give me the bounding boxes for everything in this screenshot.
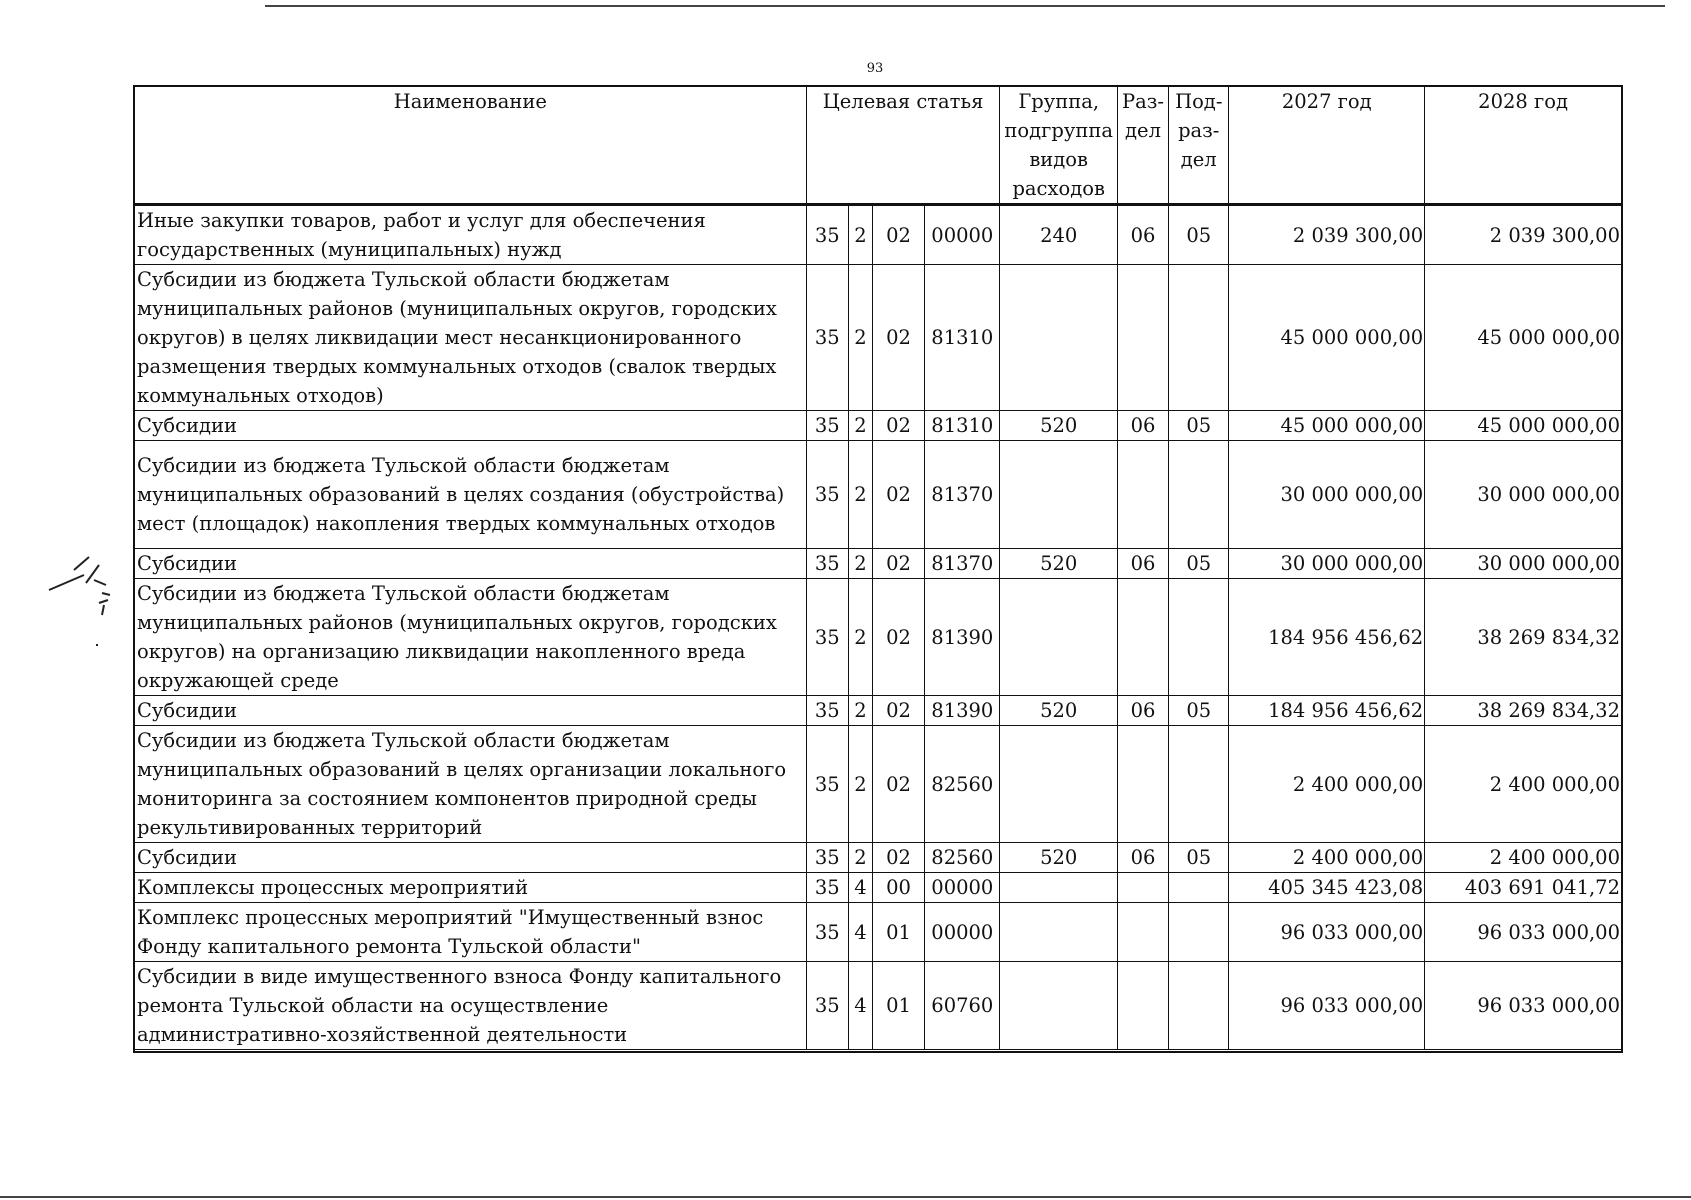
cell-amount-2028: 2 400 000,00 [1425, 843, 1622, 873]
cell-target-program: 35 [806, 205, 848, 265]
cell-target-type: 2 [848, 726, 872, 843]
header-subsection: Под- раз- дел [1169, 87, 1229, 205]
cell-section [1117, 726, 1168, 843]
header-year-2028: 2028 год [1425, 87, 1622, 205]
cell-target-subprogram: 02 [872, 843, 924, 873]
cell-amount-2027: 184 956 456,62 [1229, 579, 1425, 696]
cell-expense-group: 520 [1000, 843, 1117, 873]
cell-expense-group [1000, 962, 1117, 1050]
header-name: Наименование [135, 87, 807, 205]
cell-subsection: 05 [1169, 696, 1229, 726]
cell-amount-2028: 96 033 000,00 [1425, 903, 1622, 962]
cell-subsection [1169, 903, 1229, 962]
page-number: 93 [866, 61, 884, 76]
cell-target-program: 35 [806, 843, 848, 873]
cell-section [1117, 441, 1168, 549]
cell-amount-2028: 403 691 041,72 [1425, 873, 1622, 903]
cell-section [1117, 903, 1168, 962]
cell-section: 06 [1117, 843, 1168, 873]
table-row [135, 411, 1622, 441]
cell-amount-2027: 2 039 300,00 [1229, 205, 1425, 265]
cell-section [1117, 873, 1168, 903]
cell-section: 06 [1117, 205, 1168, 265]
budget-table [134, 86, 1622, 1050]
cell-subsection: 05 [1169, 549, 1229, 579]
cell-target-subprogram: 02 [872, 579, 924, 696]
cell-target-direction: 60760 [925, 962, 1000, 1050]
cell-name: Субсидии в виде имущественного взноса Фонду капитального ремонта Тульской области на осуществление административно-хозяйственной деятельности [135, 962, 807, 1050]
table-row [135, 696, 1622, 726]
cell-target-type: 4 [848, 873, 872, 903]
cell-target-program: 35 [806, 696, 848, 726]
cell-name: Субсидии из бюджета Тульской области бюджетам муниципальных образований в целях создания (обустройства) мест (площадок) накопления твердых коммунальных отходов [135, 441, 807, 549]
scan-top-edge-line [265, 5, 1665, 7]
cell-expense-group [1000, 726, 1117, 843]
cell-target-program: 35 [806, 549, 848, 579]
table-row [135, 903, 1622, 962]
cell-target-direction: 81370 [925, 549, 1000, 579]
table-header-row [135, 87, 1622, 205]
cell-amount-2027: 405 345 423,08 [1229, 873, 1425, 903]
cell-subsection [1169, 726, 1229, 843]
cell-amount-2027: 96 033 000,00 [1229, 962, 1425, 1050]
table-row [135, 579, 1622, 696]
cell-subsection: 05 [1169, 411, 1229, 441]
cell-section: 06 [1117, 696, 1168, 726]
cell-amount-2028: 96 033 000,00 [1425, 962, 1622, 1050]
cell-subsection [1169, 265, 1229, 411]
cell-target-direction: 81370 [925, 441, 1000, 549]
cell-amount-2027: 45 000 000,00 [1229, 265, 1425, 411]
cell-target-program: 35 [806, 441, 848, 549]
cell-amount-2028: 38 269 834,32 [1425, 579, 1622, 696]
cell-target-subprogram: 01 [872, 903, 924, 962]
cell-expense-group [1000, 265, 1117, 411]
cell-target-program: 35 [806, 411, 848, 441]
cell-amount-2028: 30 000 000,00 [1425, 549, 1622, 579]
header-target-article: Целевая статья [806, 87, 1000, 205]
cell-target-type: 2 [848, 843, 872, 873]
cell-section [1117, 962, 1168, 1050]
cell-name: Субсидии [135, 696, 807, 726]
cell-subsection [1169, 873, 1229, 903]
cell-name: Иные закупки товаров, работ и услуг для обеспечения государственных (муниципальных) нужд [135, 205, 807, 265]
cell-expense-group [1000, 441, 1117, 549]
table-row [135, 265, 1622, 411]
cell-target-direction: 81390 [925, 696, 1000, 726]
scan-bottom-edge-line [0, 1196, 1691, 1198]
cell-target-type: 2 [848, 549, 872, 579]
cell-expense-group: 520 [1000, 696, 1117, 726]
cell-target-subprogram: 01 [872, 962, 924, 1050]
table-row [135, 441, 1622, 549]
cell-expense-group [1000, 903, 1117, 962]
cell-target-direction: 81310 [925, 265, 1000, 411]
cell-expense-group: 520 [1000, 411, 1117, 441]
cell-target-direction: 00000 [925, 873, 1000, 903]
cell-amount-2027: 2 400 000,00 [1229, 726, 1425, 843]
table-row [135, 205, 1622, 265]
cell-target-program: 35 [806, 265, 848, 411]
cell-name: Субсидии [135, 843, 807, 873]
cell-name: Субсидии [135, 411, 807, 441]
cell-section [1117, 579, 1168, 696]
cell-amount-2027: 30 000 000,00 [1229, 549, 1425, 579]
cell-target-direction: 81390 [925, 579, 1000, 696]
table-body [135, 205, 1622, 1050]
cell-amount-2028: 30 000 000,00 [1425, 441, 1622, 549]
cell-target-direction: 81310 [925, 411, 1000, 441]
cell-target-program: 35 [806, 726, 848, 843]
table-row [135, 873, 1622, 903]
cell-target-type: 2 [848, 411, 872, 441]
cell-amount-2028: 2 400 000,00 [1425, 726, 1622, 843]
cell-amount-2027: 96 033 000,00 [1229, 903, 1425, 962]
cell-target-subprogram: 02 [872, 411, 924, 441]
table-row [135, 549, 1622, 579]
cell-amount-2028: 38 269 834,32 [1425, 696, 1622, 726]
cell-amount-2027: 30 000 000,00 [1229, 441, 1425, 549]
header-section: Раз- дел [1117, 87, 1168, 205]
cell-name: Комплексы процессных мероприятий [135, 873, 807, 903]
cell-target-program: 35 [806, 873, 848, 903]
cell-section [1117, 265, 1168, 411]
cell-expense-group [1000, 579, 1117, 696]
cell-name: Субсидии из бюджета Тульской области бюджетам муниципальных районов (муниципальных округов, городских округов) на организацию ликвидации накопленного вреда окружающей среде [135, 579, 807, 696]
cell-target-subprogram: 00 [872, 873, 924, 903]
cell-target-subprogram: 02 [872, 696, 924, 726]
cell-target-subprogram: 02 [872, 549, 924, 579]
cell-amount-2028: 45 000 000,00 [1425, 411, 1622, 441]
cell-subsection [1169, 962, 1229, 1050]
header-year-2027: 2027 год [1229, 87, 1425, 205]
cell-expense-group: 520 [1000, 549, 1117, 579]
cell-expense-group [1000, 873, 1117, 903]
header-expense-group: Группа, подгруппа видов расходов [1000, 87, 1117, 205]
cell-amount-2028: 2 039 300,00 [1425, 205, 1622, 265]
handwritten-margin-mark [44, 545, 124, 655]
cell-target-direction: 00000 [925, 205, 1000, 265]
cell-target-program: 35 [806, 903, 848, 962]
cell-name: Субсидии из бюджета Тульской области бюджетам муниципальных образований в целях организации локального мониторинга за состоянием компонентов природной среды рекультивированных территорий [135, 726, 807, 843]
cell-target-direction: 82560 [925, 843, 1000, 873]
cell-target-subprogram: 02 [872, 205, 924, 265]
cell-name: Комплекс процессных мероприятий "Имущественный взнос Фонду капитального ремонта Тульской области" [135, 903, 807, 962]
cell-amount-2027: 45 000 000,00 [1229, 411, 1425, 441]
table-row [135, 726, 1622, 843]
cell-target-subprogram: 02 [872, 441, 924, 549]
cell-subsection [1169, 579, 1229, 696]
cell-amount-2027: 184 956 456,62 [1229, 696, 1425, 726]
cell-target-type: 2 [848, 579, 872, 696]
cell-target-direction: 82560 [925, 726, 1000, 843]
cell-target-type: 4 [848, 962, 872, 1050]
cell-target-direction: 00000 [925, 903, 1000, 962]
cell-section: 06 [1117, 549, 1168, 579]
cell-target-type: 2 [848, 441, 872, 549]
cell-target-subprogram: 02 [872, 265, 924, 411]
cell-target-type: 2 [848, 205, 872, 265]
cell-subsection [1169, 441, 1229, 549]
cell-subsection: 05 [1169, 843, 1229, 873]
cell-subsection: 05 [1169, 205, 1229, 265]
cell-target-program: 35 [806, 962, 848, 1050]
table-row [135, 962, 1622, 1050]
cell-target-subprogram: 02 [872, 726, 924, 843]
cell-amount-2027: 2 400 000,00 [1229, 843, 1425, 873]
cell-name: Субсидии из бюджета Тульской области бюджетам муниципальных районов (муниципальных округов, городских округов) в целях ликвидации мест несанкционированного размещения твердых коммунальных отходов (свалок твердых коммунальных отходов) [135, 265, 807, 411]
cell-target-type: 2 [848, 265, 872, 411]
cell-section: 06 [1117, 411, 1168, 441]
cell-target-program: 35 [806, 579, 848, 696]
cell-target-type: 2 [848, 696, 872, 726]
table-row [135, 843, 1622, 873]
cell-target-type: 4 [848, 903, 872, 962]
cell-amount-2028: 45 000 000,00 [1425, 265, 1622, 411]
cell-expense-group: 240 [1000, 205, 1117, 265]
cell-name: Субсидии [135, 549, 807, 579]
